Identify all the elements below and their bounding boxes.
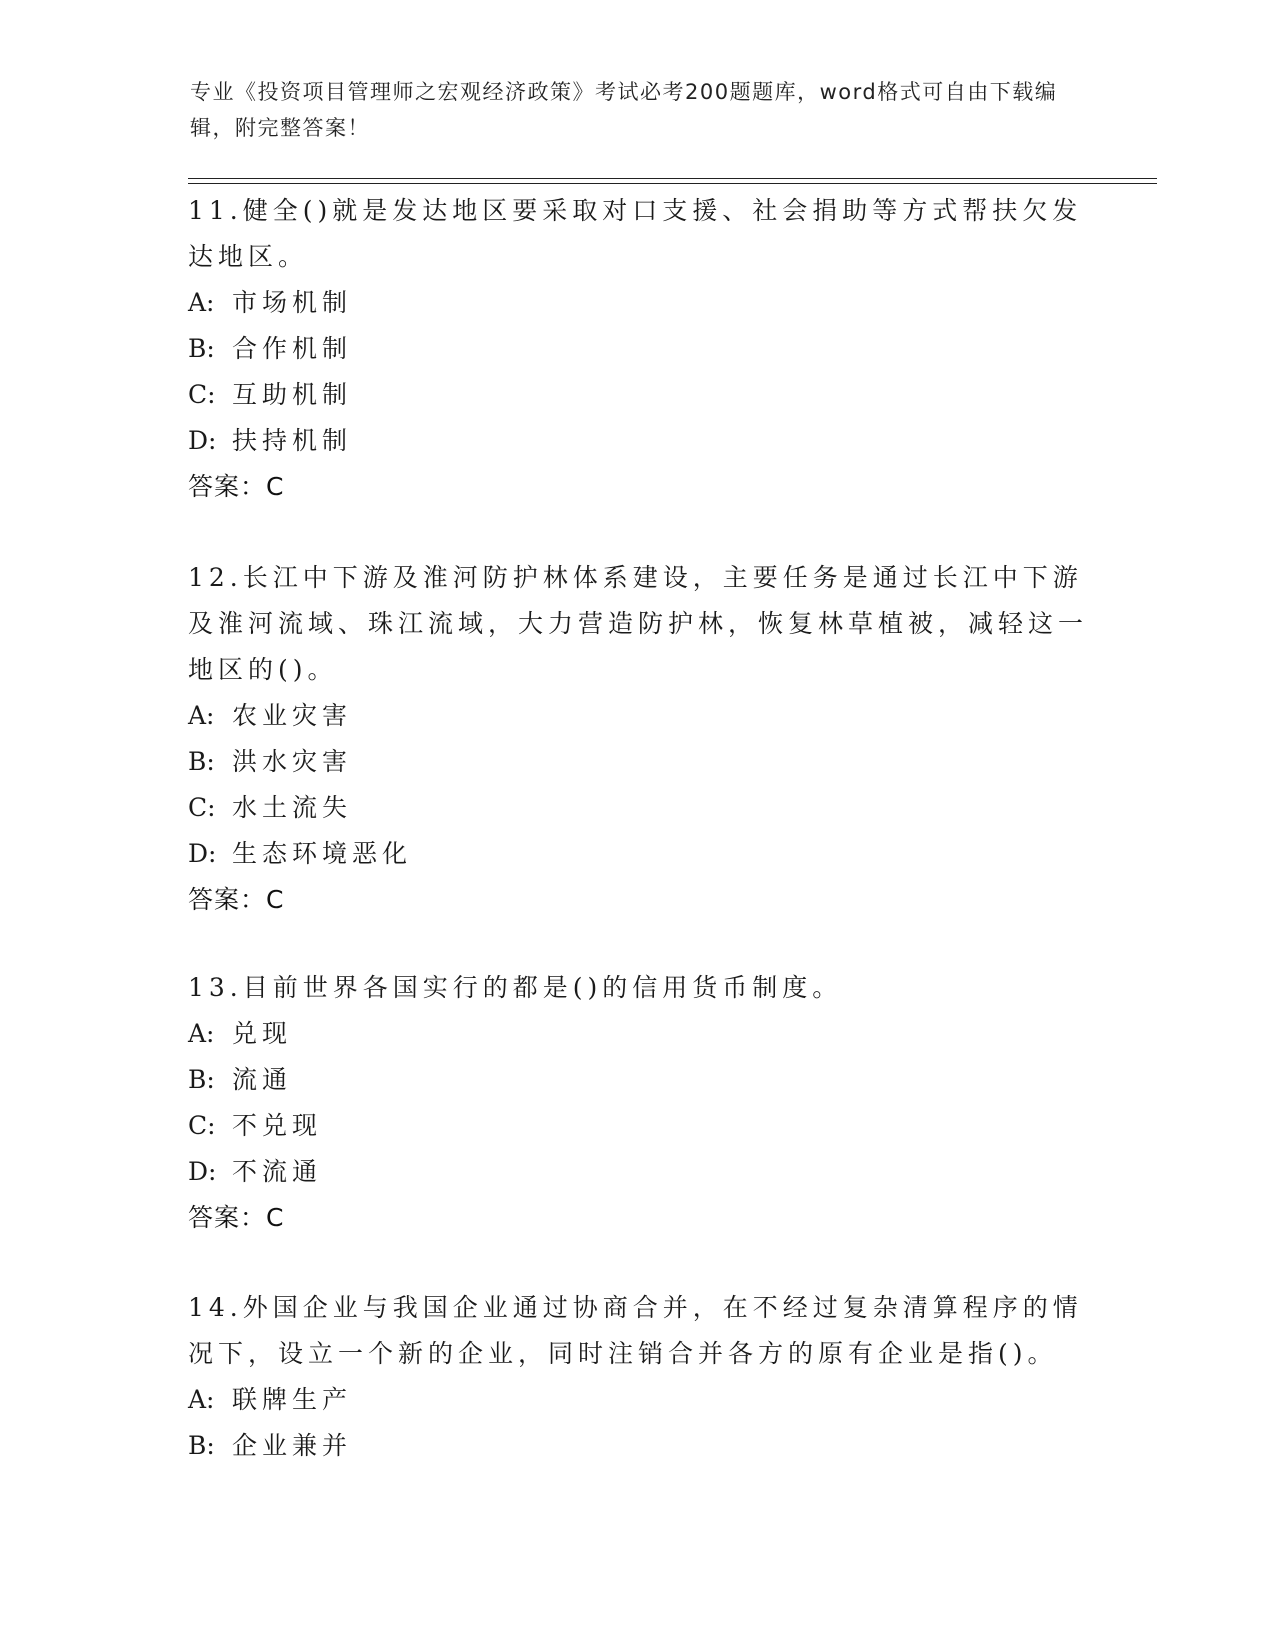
- option-key: B:: [188, 1065, 215, 1094]
- option-text: 水土流失: [232, 793, 353, 822]
- option-b: [188, 1057, 1088, 1103]
- option-c: [188, 1103, 1088, 1149]
- option-key: C:: [188, 793, 216, 822]
- option-c: [188, 372, 1088, 418]
- option-key: A:: [188, 1385, 215, 1414]
- option-a: [188, 1377, 1088, 1423]
- option-d: [188, 1149, 1088, 1195]
- option-key: C:: [188, 1111, 216, 1140]
- answer-line: 答案：C: [188, 472, 285, 501]
- question-stem: 11.健全()就是发达地区要采取对口支援、社会捐助等方式帮扶欠发达地区。: [188, 196, 1083, 271]
- option-key: B:: [188, 747, 215, 776]
- option-d: [188, 418, 1088, 464]
- option-text: 联牌生产: [232, 1385, 353, 1414]
- option-text: 市场机制: [232, 288, 353, 317]
- header-divider-top: [188, 178, 1157, 179]
- header-divider-bottom: [188, 183, 1157, 184]
- option-a: [188, 693, 1088, 739]
- option-b: [188, 739, 1088, 785]
- question-stem: 14.外国企业与我国企业通过协商合并，在不经过复杂清算程序的情况下，设立一个新的企业，同时注销合并各方的原有企业是指()。: [188, 1293, 1083, 1368]
- option-text: 兑现: [232, 1019, 293, 1048]
- option-text: 扶持机制: [232, 426, 353, 455]
- option-text: 不兑现: [232, 1111, 323, 1140]
- question-stem: 12.长江中下游及淮河防护林体系建设，主要任务是通过长江中下游及淮河流域、珠江流域，大力营造防护林，恢复林草植被，减轻这一地区的()。: [188, 563, 1089, 684]
- option-text: 不流通: [232, 1157, 323, 1186]
- option-key: A:: [188, 288, 215, 317]
- option-c: [188, 785, 1088, 831]
- option-text: 企业兼并: [232, 1431, 353, 1460]
- option-key: C:: [188, 380, 216, 409]
- option-text: 洪水灾害: [232, 747, 353, 776]
- question-13: [188, 965, 1088, 1241]
- option-key: A:: [188, 701, 215, 730]
- option-text: 生态环境恶化: [232, 839, 413, 868]
- option-key: B:: [188, 1431, 215, 1460]
- option-key: D:: [188, 839, 217, 868]
- option-key: A:: [188, 1019, 215, 1048]
- document-header: 专业《投资项目管理师之宏观经济政策》考试必考200题题库，word格式可自由下载编辑，附完整答案！: [190, 80, 1058, 140]
- option-text: 互助机制: [232, 380, 353, 409]
- option-b: [188, 326, 1088, 372]
- option-text: 农业灾害: [232, 701, 353, 730]
- question-11: [188, 188, 1088, 510]
- option-key: D:: [188, 426, 217, 455]
- option-a: [188, 1011, 1088, 1057]
- option-a: [188, 280, 1088, 326]
- option-text: 合作机制: [232, 334, 353, 363]
- answer-line: 答案：C: [188, 885, 285, 914]
- question-12: [188, 555, 1088, 923]
- option-key: D:: [188, 1157, 217, 1186]
- option-text: 流通: [232, 1065, 293, 1094]
- question-stem: 13.目前世界各国实行的都是()的信用货币制度。: [188, 973, 843, 1002]
- option-key: B:: [188, 334, 215, 363]
- answer-line: 答案：C: [188, 1203, 285, 1232]
- option-b: [188, 1423, 1088, 1469]
- question-14: [188, 1285, 1088, 1469]
- option-d: [188, 831, 1088, 877]
